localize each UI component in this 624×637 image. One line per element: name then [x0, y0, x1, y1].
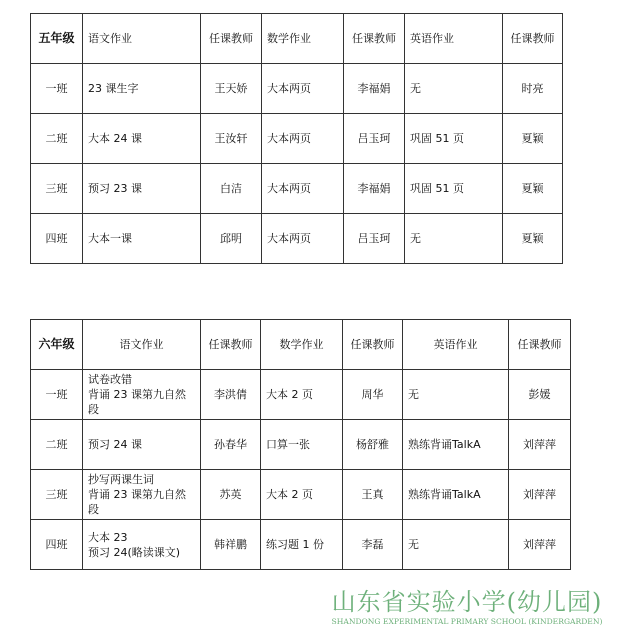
teacher-cell: 王天娇 [201, 64, 262, 114]
column-header: 任课教师 [503, 14, 563, 64]
table-header-row [31, 14, 563, 64]
math-homework-cell: 大本 2 页 [261, 370, 343, 420]
english-homework-cell: 巩固 51 页 [405, 114, 503, 164]
chinese-homework-cell: 试卷改错 背诵 23 课第九自然段 [83, 370, 201, 420]
table-row [31, 64, 563, 114]
school-watermark-english: SHANDONG EXPERIMENTAL PRIMARY SCHOOL (KINDERGARDEN) [331, 617, 603, 626]
grade6-homework-table [30, 319, 571, 570]
column-header: 数学作业 [262, 14, 344, 64]
column-header: 英语作业 [405, 14, 503, 64]
class-name-cell: 二班 [31, 114, 83, 164]
english-homework-cell: 无 [405, 64, 503, 114]
table-row [31, 470, 571, 520]
table-row [31, 114, 563, 164]
teacher-cell: 李福娟 [344, 64, 405, 114]
teacher-cell: 周华 [343, 370, 403, 420]
english-homework-cell: 无 [403, 370, 509, 420]
teacher-cell: 李磊 [343, 520, 403, 570]
teacher-cell: 吕玉珂 [344, 214, 405, 264]
grade-label: 五年级 [31, 14, 83, 64]
teacher-cell: 邱明 [201, 214, 262, 264]
teacher-cell: 王真 [343, 470, 403, 520]
column-header: 任课教师 [201, 14, 262, 64]
grade-label: 六年级 [31, 320, 83, 370]
chinese-homework-cell: 大本 24 课 [83, 114, 201, 164]
math-homework-cell: 大本两页 [262, 214, 344, 264]
math-homework-cell: 大本两页 [262, 64, 344, 114]
english-homework-cell: 熟练背诵TalkA [403, 420, 509, 470]
teacher-cell: 李福娟 [344, 164, 405, 214]
teacher-cell: 杨舒雅 [343, 420, 403, 470]
class-name-cell: 一班 [31, 64, 83, 114]
class-name-cell: 四班 [31, 214, 83, 264]
table-row [31, 420, 571, 470]
teacher-cell: 夏颖 [503, 164, 563, 214]
column-header: 英语作业 [403, 320, 509, 370]
english-homework-cell: 巩固 51 页 [405, 164, 503, 214]
teacher-cell: 王汝轩 [201, 114, 262, 164]
column-header: 任课教师 [343, 320, 403, 370]
teacher-cell: 刘萍萍 [509, 420, 571, 470]
table-row [31, 214, 563, 264]
teacher-cell: 孙春华 [201, 420, 261, 470]
teacher-cell: 彭媛 [509, 370, 571, 420]
math-homework-cell: 口算一张 [261, 420, 343, 470]
class-name-cell: 四班 [31, 520, 83, 570]
column-header: 数学作业 [261, 320, 343, 370]
class-name-cell: 三班 [31, 164, 83, 214]
teacher-cell: 刘萍萍 [509, 520, 571, 570]
teacher-cell: 夏颖 [503, 214, 563, 264]
class-name-cell: 三班 [31, 470, 83, 520]
chinese-homework-cell: 预习 23 课 [83, 164, 201, 214]
table-row [31, 370, 571, 420]
class-name-cell: 一班 [31, 370, 83, 420]
school-watermark-chinese: 山东省实验小学(幼儿园) [331, 588, 603, 616]
table-header-row [31, 320, 571, 370]
teacher-cell: 吕玉珂 [344, 114, 405, 164]
english-homework-cell: 无 [403, 520, 509, 570]
math-homework-cell: 大本两页 [262, 114, 344, 164]
teacher-cell: 李洪倩 [201, 370, 261, 420]
class-name-cell: 二班 [31, 420, 83, 470]
chinese-homework-cell: 23 课生字 [83, 64, 201, 114]
table-row [31, 520, 571, 570]
column-header: 语文作业 [83, 320, 201, 370]
column-header: 语文作业 [83, 14, 201, 64]
math-homework-cell: 练习题 1 份 [261, 520, 343, 570]
chinese-homework-cell: 预习 24 课 [83, 420, 201, 470]
column-header: 任课教师 [509, 320, 571, 370]
chinese-homework-cell: 大本 23 预习 24(略读课文) [83, 520, 201, 570]
teacher-cell: 苏英 [201, 470, 261, 520]
english-homework-cell: 熟练背诵TalkA [403, 470, 509, 520]
english-homework-cell: 无 [405, 214, 503, 264]
column-header: 任课教师 [201, 320, 261, 370]
table-row [31, 164, 563, 214]
math-homework-cell: 大本 2 页 [261, 470, 343, 520]
teacher-cell: 韩祥鹏 [201, 520, 261, 570]
chinese-homework-cell: 大本一课 [83, 214, 201, 264]
chinese-homework-cell: 抄写两课生词 背诵 23 课第九自然段 [83, 470, 201, 520]
grade5-homework-table [30, 13, 563, 264]
math-homework-cell: 大本两页 [262, 164, 344, 214]
column-header: 任课教师 [344, 14, 405, 64]
teacher-cell: 夏颖 [503, 114, 563, 164]
teacher-cell: 时亮 [503, 64, 563, 114]
teacher-cell: 刘萍萍 [509, 470, 571, 520]
teacher-cell: 白洁 [201, 164, 262, 214]
